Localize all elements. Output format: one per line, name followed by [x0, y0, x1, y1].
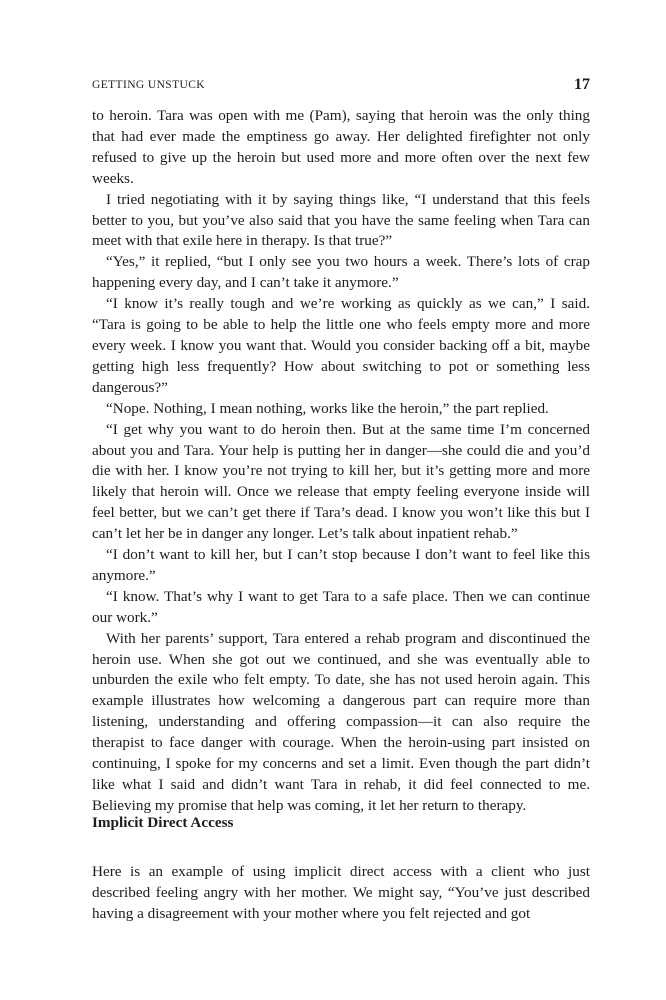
paragraph: “Yes,” it replied, “but I only see you two hours a week. There’s lots of crap happening every day, and I can’t take it anymore.”: [92, 253, 590, 292]
page-number: 17: [574, 76, 590, 93]
paragraph: Here is an example of using implicit direct access with a client who just described feeling angry with her mother. We might say, “You’ve just described having a disagreement with your mother where you felt rejected and got: [92, 863, 590, 922]
paragraph: “I know it’s really tough and we’re working as quickly as we can,” I said. “Tara is going to be able to help the little one who feels empty more and more every week. I know you want that. Would you consider backing off a bit, maybe getting high less frequently? How about switching to pot or something less dangerous?”: [92, 295, 590, 396]
paragraph: With her parents’ support, Tara entered a rehab program and discontinued the heroin use. When she got out we continued, and she was eventually able to unburden the exile who felt empty. To date, she has not used heroin again. This example illustrates how welcoming a dangerous part can require more than listening, understanding and offering compassion—it can also require the therapist to face danger with courage. When the heroin-using part insisted on continuing, I spoke for my concerns and set a limit. Even though the part didn’t like what I said and didn’t want Tara in rehab, it did feel connected to me. Believing my promise that help was coming, it let her return to therapy.: [92, 629, 590, 814]
section-text: [92, 862, 590, 925]
paragraph: “Nope. Nothing, I mean nothing, works like the heroin,” the part replied.: [106, 399, 549, 417]
section-heading: Implicit Direct Access: [92, 814, 234, 831]
paragraph: to heroin. Tara was open with me (Pam), saying that heroin was the only thing that had ever made the emptiness go away. Her delighted firefighter not only refused to give up the heroin but used more and more often over the next few weeks.: [92, 107, 590, 187]
paragraph: “I get why you want to do heroin then. But at the same time I’m concerned about you and Tara. Your help is putting her in danger—she could die and you’d die with her. I know you’re not trying to kill her, but it’s getting more and more likely that heroin will. Once we release that empty feeling everyone inside will feel better, but we can’t get there if Tara’s dead. I know you won’t like this but I can’t let her be in danger any longer. Let’s talk about inpatient rehab.”: [92, 420, 590, 543]
running-title: GETTING UNSTUCK: [92, 79, 206, 91]
running-head: [92, 76, 590, 98]
paragraph: “I know. That’s why I want to get Tara to a safe place. Then we can continue our work.”: [92, 587, 590, 626]
paragraph: “I don’t want to kill her, but I can’t stop because I don’t want to feel like this anymore.”: [92, 546, 590, 584]
paragraph: I tried negotiating with it by saying things like, “I understand that this feels better to you, but you’ve also said that you have the same feeling when Tara can meet with that exile here in therapy. Is that true?”: [92, 190, 590, 250]
body-text: [92, 106, 590, 817]
